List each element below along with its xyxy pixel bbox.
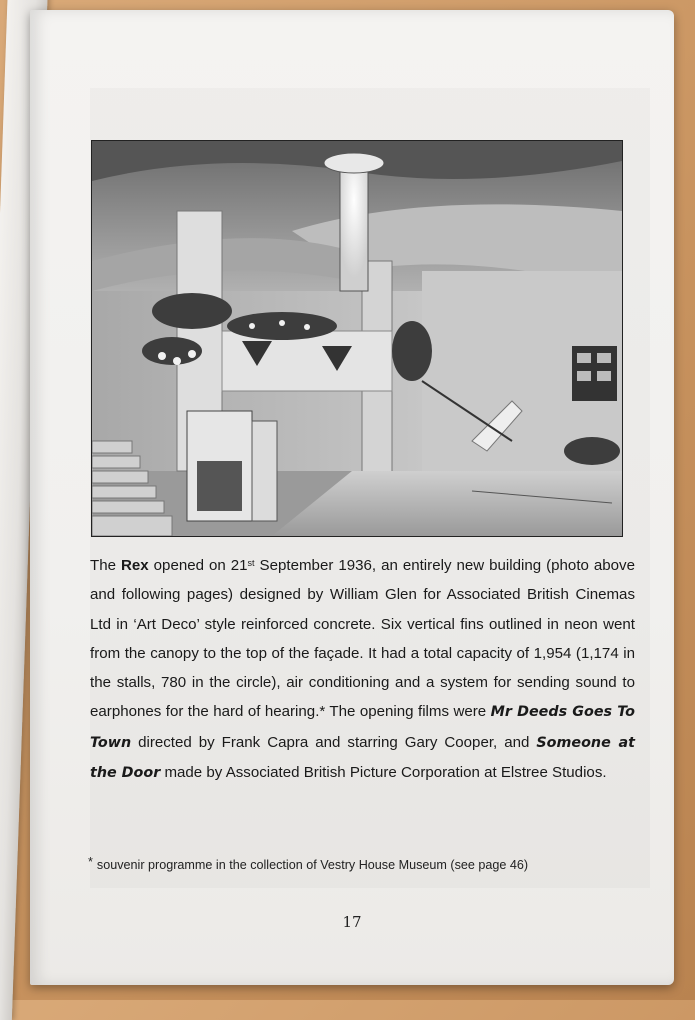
rex-name: Rex: [120, 557, 149, 574]
ordinal-suffix: st: [247, 558, 255, 568]
film-title-1: Mr Deeds Goes To Town: [90, 704, 635, 751]
footnote-marker: *: [88, 855, 93, 869]
footnote: [88, 855, 633, 872]
main-paragraph: [90, 551, 635, 788]
paragraph-end: made by Associated British Picture Corporation at Elstree Studios.: [160, 764, 607, 782]
intro-text: The: [90, 557, 121, 574]
footnote-text: souvenir programme in the collection of Vestry House Museum (see page 46): [96, 858, 529, 872]
foyer-illustration: [92, 141, 622, 536]
opened-text: opened on 21: [148, 557, 248, 574]
paragraph-middle: directed by Frank Capra and starring Gary Cooper, and: [131, 733, 537, 751]
page-number: 17: [342, 913, 362, 931]
foyer-photograph: [91, 140, 623, 537]
paragraph-body: September 1936, an entirely new building (photo above and following pages) designed by William Glen for Associated British Cinemas Ltd in ‘Art Deco’ style reinforced concrete. Six vertical fins outlined in neon went from the canopy to the top of the façade. It had a total capacity of 1,954 (1,174 in the stalls, 780 in the circle), air conditioning and a system for sending sound to earphones for the hard of hearing.* The opening films were: [90, 557, 636, 721]
film-title-2: Someone at the Door: [90, 734, 635, 782]
book-page: [30, 10, 674, 985]
